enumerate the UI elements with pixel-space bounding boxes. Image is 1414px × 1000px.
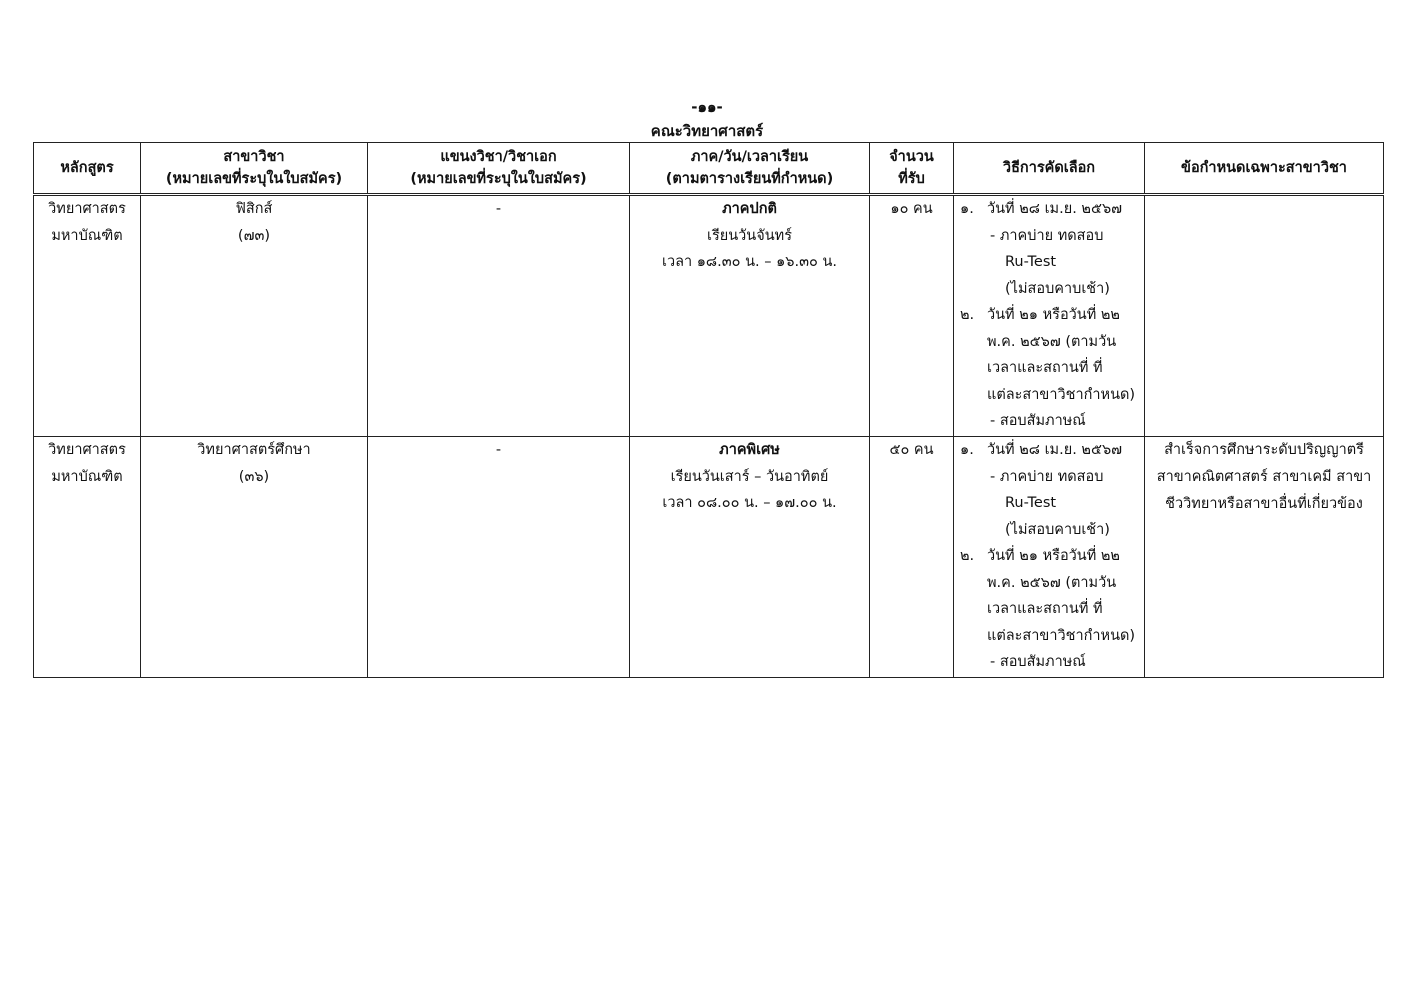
- table-header-row: [34, 143, 1384, 195]
- page-number: -๑๑-: [691, 98, 723, 116]
- table-row: [34, 195, 1384, 437]
- schedule-cell: ภาคพิเศษ เรียนวันเสาร์ – วันอาทิตย์ เวลา ๐๘.๐๐ น. – ๑๗.๐๐ น.: [630, 437, 870, 678]
- header-course: หลักสูตร: [34, 143, 141, 195]
- schedule-cell: ภาคปกติ เรียนวันจันทร์ เวลา ๑๘.๓๐ น. – ๑๖.๓๐ น.: [630, 195, 870, 437]
- count-cell: ๕๐ คน: [870, 437, 954, 678]
- selection-cell: ๑. วันที่ ๒๘ เม.ย. ๒๕๖๗ - ภาคบ่าย ทดสอบ Ru-Test (ไม่สอบคาบเช้า) ๒. วันที่ ๒๑ หรือวันที่ ๒๒ พ.ค. ๒๕๖๗ (ตามวัน เวลาและสถานที่ ที่ แต่ละสาขาวิชากำหนด) - สอบสัมภาษณ์: [954, 437, 1145, 678]
- count-cell: ๑๐ คน: [870, 195, 954, 437]
- table-row: [34, 437, 1384, 678]
- requirement-cell: สำเร็จการศึกษาระดับปริญญาตรี สาขาคณิตศาสตร์ สาขาเคมี สาขา ชีววิทยาหรือสาขาอื่นที่เกี่ยวข้อง: [1145, 437, 1384, 678]
- faculty-title: คณะวิทยาศาสตร์: [650, 122, 764, 140]
- selection-cell: ๑. วันที่ ๒๘ เม.ย. ๒๕๖๗ - ภาคบ่าย ทดสอบ Ru-Test (ไม่สอบคาบเช้า) ๒. วันที่ ๒๑ หรือวันที่ ๒๒ พ.ค. ๒๕๖๗ (ตามวัน เวลาและสถานที่ ที่ แต่ละสาขาวิชากำหนด) - สอบสัมภาษณ์: [954, 195, 1145, 437]
- major-cell: วิทยาศาสตร์ศึกษา (๓๖): [141, 437, 368, 678]
- course-cell: วิทยาศาสตร มหาบัณฑิต: [34, 195, 141, 437]
- header-major: สาขาวิชา (หมายเลขที่ระบุในใบสมัคร): [141, 143, 368, 195]
- selection-step: ๑. วันที่ ๒๘ เม.ย. ๒๕๖๗: [960, 201, 1123, 217]
- major-cell: ฟิสิกส์ (๗๓): [141, 195, 368, 437]
- header-requirement: ข้อกำหนดเฉพาะสาขาวิชา: [1145, 143, 1384, 195]
- selection-step: ๒. วันที่ ๒๑ หรือวันที่ ๒๒: [960, 307, 1120, 323]
- header-count: จำนวน ที่รับ: [870, 143, 954, 195]
- requirement-cell: [1145, 195, 1384, 437]
- header-branch: แขนงวิชา/วิชาเอก (หมายเลขที่ระบุในใบสมัคร): [368, 143, 630, 195]
- branch-cell: -: [368, 437, 630, 678]
- header-schedule: ภาค/วัน/เวลาเรียน (ตามตารางเรียนที่กำหนด): [630, 143, 870, 195]
- admission-table: [33, 142, 1384, 678]
- course-cell: วิทยาศาสตร มหาบัณฑิต: [34, 437, 141, 678]
- header-selection: วิธีการคัดเลือก: [954, 143, 1145, 195]
- branch-cell: -: [368, 195, 630, 437]
- selection-step: ๒. วันที่ ๒๑ หรือวันที่ ๒๒: [960, 548, 1120, 564]
- selection-step: ๑. วันที่ ๒๘ เม.ย. ๒๕๖๗: [960, 442, 1123, 458]
